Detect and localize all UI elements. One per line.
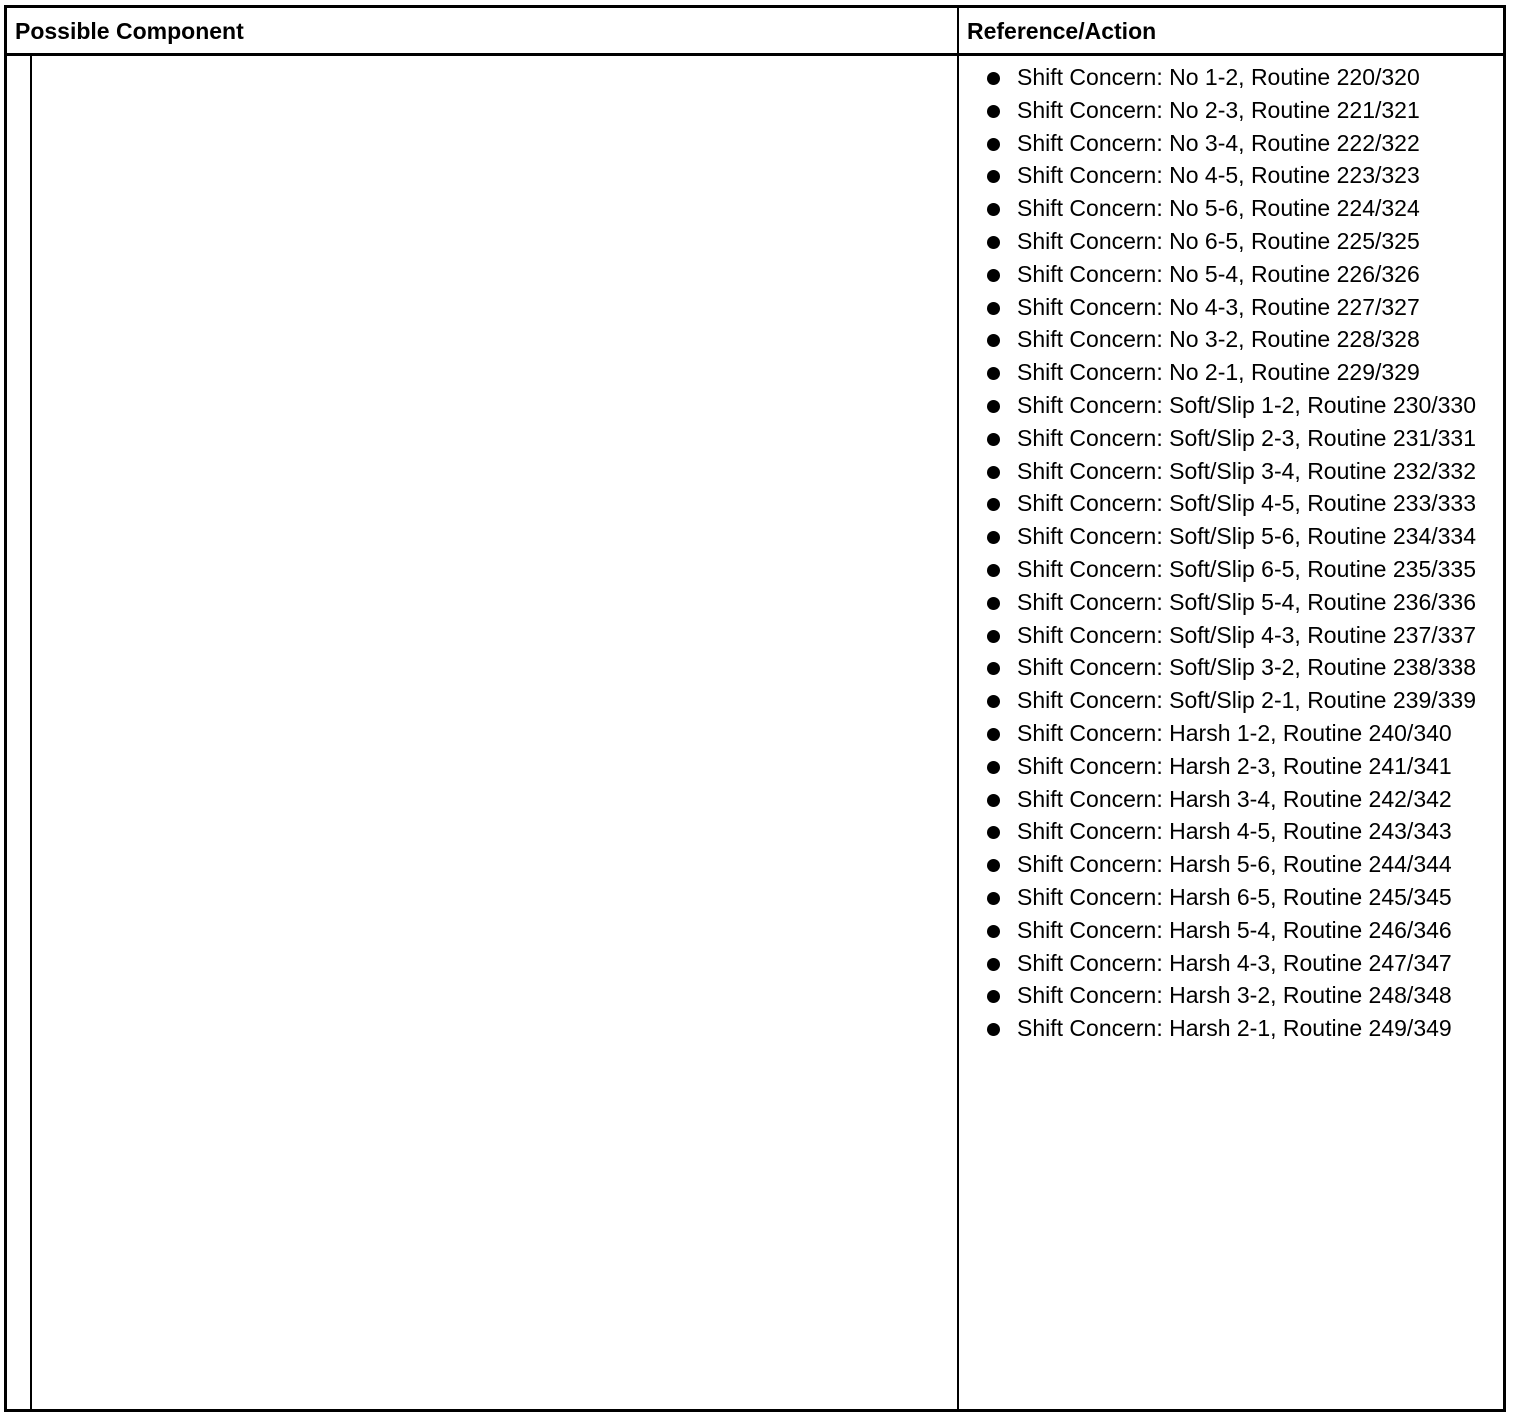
list-item xyxy=(983,457,1498,487)
list-item xyxy=(983,96,1498,126)
list-item-text: Shift Concern: No 3-4, Routine 222/322 xyxy=(1017,129,1420,156)
list-item-text: Shift Concern: Soft/Slip 1-2, Routine 230/330 xyxy=(1017,391,1477,418)
bullet-icon xyxy=(987,958,1000,971)
bullet-icon xyxy=(987,367,1000,380)
list-item-text: Shift Concern: Harsh 4-5, Routine 243/343 xyxy=(1017,818,1452,845)
bullet-icon xyxy=(987,892,1000,905)
list-item xyxy=(983,588,1498,618)
bullet-icon xyxy=(987,925,1000,938)
list-item xyxy=(983,194,1498,224)
table-header-row xyxy=(7,8,1503,56)
list-item-text: Shift Concern: Soft/Slip 5-6, Routine 234/334 xyxy=(1017,523,1477,550)
bullet-icon xyxy=(987,498,1000,511)
bullet-icon xyxy=(987,105,1000,118)
bullet-icon xyxy=(987,138,1000,151)
list-item xyxy=(983,883,1498,913)
list-item xyxy=(983,653,1498,683)
bullet-icon xyxy=(987,334,1000,347)
list-item xyxy=(983,227,1498,257)
list-item-text: Shift Concern: No 5-4, Routine 226/326 xyxy=(1017,260,1420,287)
reference-action-list xyxy=(983,63,1498,1047)
list-item-text: Shift Concern: Harsh 3-4, Routine 242/342 xyxy=(1017,785,1452,812)
list-item-text: Shift Concern: Soft/Slip 3-2, Routine 238/338 xyxy=(1017,654,1477,681)
list-item-text: Shift Concern: No 2-1, Routine 229/329 xyxy=(1017,359,1420,386)
list-item-text: Shift Concern: Harsh 2-3, Routine 241/341 xyxy=(1017,752,1452,779)
list-item-text: Shift Concern: Soft/Slip 4-5, Routine 233/333 xyxy=(1017,490,1477,517)
list-item xyxy=(983,785,1498,815)
bullet-icon xyxy=(987,728,1000,741)
list-item xyxy=(983,555,1498,585)
list-item-text: Shift Concern: Harsh 1-2, Routine 240/340 xyxy=(1017,719,1452,746)
list-item xyxy=(983,850,1498,880)
list-item xyxy=(983,916,1498,946)
reference-table xyxy=(4,5,1506,1412)
bullet-icon xyxy=(987,433,1000,446)
list-item-text: Shift Concern: Soft/Slip 2-1, Routine 239/339 xyxy=(1017,687,1477,714)
list-item xyxy=(983,325,1498,355)
bullet-icon xyxy=(987,859,1000,872)
list-item-text: Shift Concern: Harsh 5-4, Routine 246/346 xyxy=(1017,916,1452,943)
list-item xyxy=(983,719,1498,749)
list-item xyxy=(983,391,1498,421)
list-item xyxy=(983,129,1498,159)
bullet-icon xyxy=(987,597,1000,610)
list-item xyxy=(983,686,1498,716)
list-item xyxy=(983,161,1498,191)
list-item xyxy=(983,522,1498,552)
list-item-text: Shift Concern: No 5-6, Routine 224/324 xyxy=(1017,195,1420,222)
bullet-icon xyxy=(987,990,1000,1003)
bullet-icon xyxy=(987,794,1000,807)
list-item-text: Shift Concern: Harsh 3-2, Routine 248/348 xyxy=(1017,982,1452,1009)
bullet-icon xyxy=(987,1023,1000,1036)
list-item xyxy=(983,981,1498,1011)
list-item-text: Shift Concern: No 2-3, Routine 221/321 xyxy=(1017,96,1420,123)
list-item xyxy=(983,817,1498,847)
bullet-icon xyxy=(987,72,1000,85)
list-item xyxy=(983,949,1498,979)
bullet-icon xyxy=(987,400,1000,413)
list-item xyxy=(983,489,1498,519)
list-item-text: Shift Concern: Harsh 6-5, Routine 245/345 xyxy=(1017,883,1452,910)
bullet-icon xyxy=(987,695,1000,708)
bullet-icon xyxy=(987,761,1000,774)
list-item xyxy=(983,63,1498,93)
list-item xyxy=(983,752,1498,782)
list-item-text: Shift Concern: Harsh 4-3, Routine 247/347 xyxy=(1017,949,1452,976)
list-item-text: Shift Concern: Soft/Slip 2-3, Routine 231/331 xyxy=(1017,424,1477,451)
list-item-text: Shift Concern: No 6-5, Routine 225/325 xyxy=(1017,227,1420,254)
list-item xyxy=(983,621,1498,651)
bullet-icon xyxy=(987,630,1000,643)
list-item-text: Shift Concern: No 1-2, Routine 220/320 xyxy=(1017,64,1420,90)
bullet-icon xyxy=(987,531,1000,544)
bullet-icon xyxy=(987,203,1000,216)
list-item-text: Shift Concern: No 4-3, Routine 227/327 xyxy=(1017,293,1420,320)
bullet-icon xyxy=(987,236,1000,249)
bullet-icon xyxy=(987,662,1000,675)
list-item-text: Shift Concern: Soft/Slip 6-5, Routine 235/335 xyxy=(1017,555,1477,582)
list-item-text: Shift Concern: Soft/Slip 3-4, Routine 232/332 xyxy=(1017,457,1477,484)
list-item-text: Shift Concern: Harsh 2-1, Routine 249/349 xyxy=(1017,1015,1452,1042)
bullet-icon xyxy=(987,302,1000,315)
header-possible-component: Possible Component xyxy=(15,18,244,44)
list-item-text: Shift Concern: Harsh 5-6, Routine 244/344 xyxy=(1017,851,1452,878)
list-item-text: Shift Concern: Soft/Slip 5-4, Routine 236/336 xyxy=(1017,588,1477,615)
list-item xyxy=(983,260,1498,290)
bullet-icon xyxy=(987,269,1000,282)
indent-divider xyxy=(30,56,32,1409)
bullet-icon xyxy=(987,170,1000,183)
list-item-text: Shift Concern: Soft/Slip 4-3, Routine 237/337 xyxy=(1017,621,1477,648)
list-item xyxy=(983,1014,1498,1044)
bullet-icon xyxy=(987,564,1000,577)
list-item xyxy=(983,424,1498,454)
list-item xyxy=(983,293,1498,323)
header-reference-action: Reference/Action xyxy=(967,18,1157,44)
bullet-icon xyxy=(987,466,1000,479)
list-item xyxy=(983,358,1498,388)
list-item-text: Shift Concern: No 3-2, Routine 228/328 xyxy=(1017,326,1420,353)
bullet-icon xyxy=(987,826,1000,839)
column-divider xyxy=(957,8,959,1409)
list-item-text: Shift Concern: No 4-5, Routine 223/323 xyxy=(1017,162,1420,189)
